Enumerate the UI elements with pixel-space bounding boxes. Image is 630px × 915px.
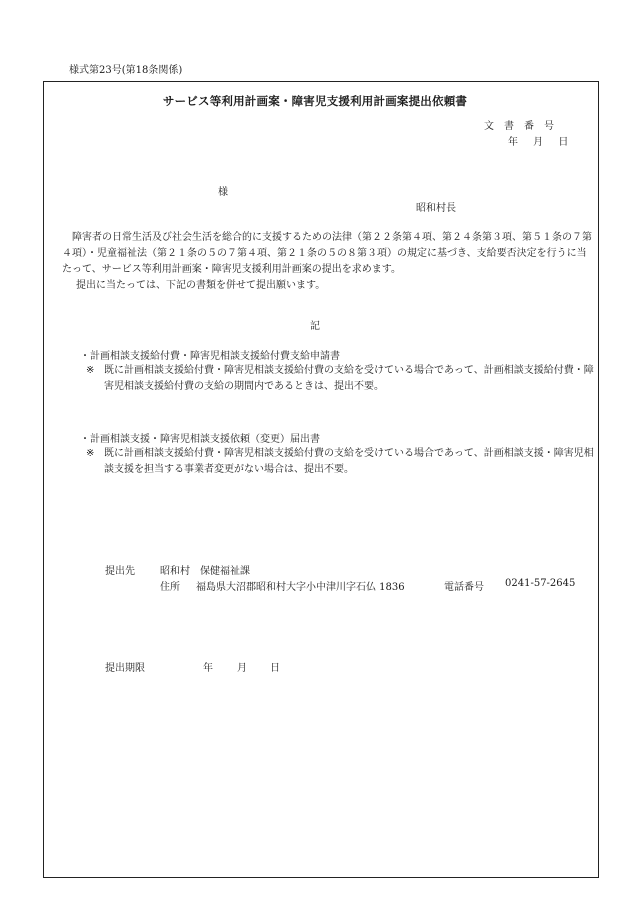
- submission-address: 福島県大沼郡昭和村大字小中津川字石仏 1836: [196, 582, 405, 593]
- submission-phone-label: 電話番号: [444, 582, 484, 593]
- item-note-1: [86, 363, 596, 395]
- document-title: サービス等利用計画案・障害児支援利用計画案提出依頼書: [162, 94, 468, 108]
- note-text: 既に計画相談支援給付費・障害児相談支援給付費の支給を受けている場合であって、計画相談支援・障害児相談支援を担当する事業者変更がない場合は、提出不要。: [104, 448, 594, 475]
- deadline-label: 提出期限: [105, 663, 145, 674]
- item-title-1: ・計画相談支援給付費・障害児相談支援給付費支給申請書: [80, 351, 340, 362]
- submission-phone: 0241-57-2645: [505, 578, 576, 589]
- deadline-year-unit: 年: [203, 663, 213, 674]
- body-paragraph-2: 提出に当たっては、下記の書類を併せて提出願います。: [76, 280, 326, 291]
- form-number: 様式第23号(第18条関係): [69, 65, 183, 76]
- deadline-day-unit: 日: [270, 663, 280, 674]
- submission-department: 昭和村 保健福祉課: [160, 566, 250, 577]
- submission-label: 提出先: [105, 566, 135, 577]
- item-title-2: ・計画相談支援・障害児相談支援依頼（変更）届出書: [80, 434, 320, 445]
- sender-name: 昭和村長: [416, 203, 456, 214]
- body-paragraph: 障害者の日常生活及び社会生活を総合的に支援するための法律（第２２条第４項、第２４条第３項、第５１条の７第４項）・児童福祉法（第２１条の５の７第４項、第２１条の５の８第３項）の規定に基づき、支給要否決定を行うに当たって、サービス等利用計画案・障害児支援利用計画案の提出を求めます。: [62, 232, 592, 275]
- date-label: 年 月 日: [508, 137, 569, 148]
- addressee-suffix: 様: [218, 187, 228, 198]
- item-note-2: [86, 446, 596, 478]
- form-frame: [43, 81, 599, 878]
- ki-heading: 記: [310, 321, 320, 332]
- document-number-label: 文書番号: [484, 121, 564, 132]
- submission-address-label: 住所: [160, 582, 180, 593]
- deadline-month-unit: 月: [237, 663, 247, 674]
- note-mark: ※: [86, 448, 95, 459]
- note-mark: ※: [86, 365, 95, 376]
- note-text: 既に計画相談支援給付費・障害児相談支援給付費の支給を受けている場合であって、計画相談支援給付費・障害児相談支援給付費の支給の期間内であるときは、提出不要。: [104, 365, 594, 392]
